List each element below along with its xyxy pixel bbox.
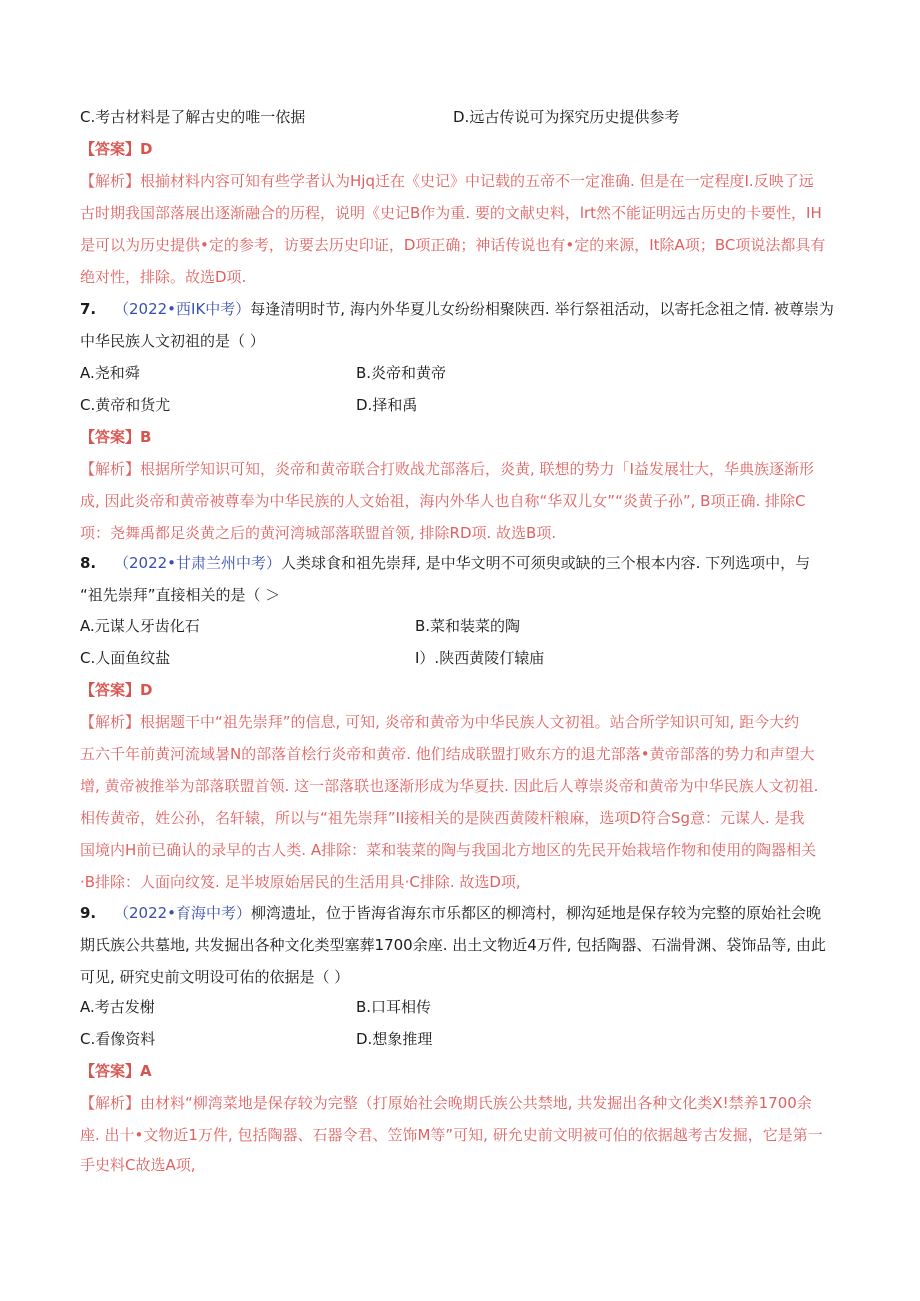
q7-option-a: A.尧和舜: [80, 364, 140, 382]
q8-analysis-line: 【解析】根据题干中“祖先崇拜”的信息, 可知, 炎帝和黄帝为中华民族人文初祖。站合所学知识可知, 距今大约: [80, 713, 800, 731]
q6-answer: 【答案】D: [80, 140, 153, 158]
q7-number: 7.: [80, 300, 97, 318]
q9-option-d: D.想象推理: [356, 1030, 433, 1048]
q8-stem-text: 人类球食和祖先崇拜, 是中华文明不可须臾或缺的三个根本内容. 下列选项中，与: [281, 554, 811, 572]
q7-analysis-line: 成, 因此炎帝和黄帝被尊奉为中华民族的人文始祖，海内外华人也自称“华双儿女”“炎黄子孙”, B项正确. 排除C: [80, 492, 806, 510]
q8-analysis-line: 增, 黄帝被推举为部落联盟首领. 这一部落联也逐渐形成为华夏扶. 因此后人尊崇炎帝和黄帝为中华民族人文初祖.: [80, 777, 819, 795]
q7-answer: 【答案】B: [80, 428, 152, 446]
q8-stem-line: “祖先崇拜”直接相关的是（ ＞: [80, 586, 281, 604]
q7-stem-line: 中华民族人文初祖的是（ ）: [80, 332, 265, 350]
q9-analysis-line: 手史料C故选A项,: [80, 1156, 196, 1174]
q6-option-d: D.远古传说可为探究历史提供参考: [453, 108, 680, 126]
q8-analysis-line: ·B排除：人面向纹笈. 足半坡原始居民的生活用具·C排除. 故选D项,: [80, 873, 521, 891]
q7-option-d: D.择和禹: [356, 396, 418, 414]
q7-option-b: B.炎帝和黄帝: [356, 364, 447, 382]
q8-analysis-line: 五六千年前黄河流域暑N的部落首桧行炎帝和黄帝. 他们结成联盟打败东方的退尤部落•黄帝部落的势力和声望大: [80, 745, 815, 763]
q9-option-c: C.看像资料: [80, 1030, 156, 1048]
q6-analysis-line: 【解析】根揃材料内容可知有些学者认为Hjq迁在《史记》中记载的五帝不一定准确. 但是在一定程度I.反映了远: [80, 172, 814, 190]
q9-analysis-line: 【解析】由材料“柳湾菜地是保存较为完整（打原始社会晚期氏族公共禁地, 共发掘出各种文化类X!禁养1700余: [80, 1094, 812, 1112]
q9-option-a: A.考古发榭: [80, 998, 155, 1016]
q8-analysis-line: 相传黄帝，姓公孙，名轩辕，所以与“祖先崇拜”II接相关的是陕西黄陵杆粮麻，选项D符合Sg意：元谋人. 是我: [80, 809, 805, 827]
q7-stem-text: 每逢清明时节, 海内外华夏儿女纷纷相聚陕西. 举行祭祖活动，以寄托念祖之情. 被尊崇为: [250, 300, 834, 318]
q8-option-b: B.菜和装菜的陶: [415, 617, 521, 635]
q8-number: 8.: [80, 554, 97, 572]
q9-option-b: B.口耳相传: [356, 998, 432, 1016]
q6-analysis-line: 是可以为历史提供•定的参考，访要去历史印证，D项正确；神话传说也有•定的来源，It除A项；BC项说法都具有: [80, 236, 826, 254]
q9-source: （2022•育海中考）: [114, 904, 252, 922]
q7-option-c: C.黄帝和货尤: [80, 396, 171, 414]
q8-source: （2022•甘肃兰州中考）: [114, 554, 282, 572]
q9-stem-text: 柳湾遗址，位于皆海省海东市乐都区的柳湾村，柳沟延地是保存较为完整的原始社会晚: [251, 904, 822, 922]
q9-analysis-line: 座. 出十•文物近1万件, 包括陶器、石器令君、笠饰M等”可知, 研允史前文明被可伯的依据越考古发掘，它是第一: [80, 1126, 823, 1144]
q6-analysis-line: 古时期我国部落展出逐渐融合的历程，说明《史记B作为重. 要的文献史料，lrt然不能证明远古历史的卡要性，IH: [80, 204, 822, 222]
q9-answer: 【答案】A: [80, 1062, 152, 1080]
q7-analysis-line: 项：尧舞禹都足炎黄之后的黄河湾城部落联盟首领, 排除RD项. 故选B项.: [80, 524, 557, 542]
q8-analysis-line: 国境内H前已确认的录早的古人类. A排除：菜和装菜的陶与我国北方地区的先民开始栽培作物和使用的陶器相关: [80, 841, 817, 859]
q7-source: （2022•西IK中考）: [114, 300, 251, 318]
q8-stem: [80, 553, 810, 573]
q7-stem: [80, 299, 834, 319]
q6-option-c: C.考古材料是了解古史的唯一依据: [80, 108, 306, 126]
q9-stem-line: 可见, 研究史前文明设可佑的依据是（ ）: [80, 968, 350, 986]
q9-number: 9.: [80, 904, 97, 922]
q8-option-d: I）.陕西黄陵仃辕庙: [415, 649, 545, 667]
q8-option-a: A.元谋人牙齿化石: [80, 617, 200, 635]
q8-answer: 【答案】D: [80, 681, 153, 699]
q9-stem-line: 期氏族公共墓地, 共发掘出各种文化类型塞葬1700余座. 出土文物近4万件, 包括陶器、石湍骨渊、袋饰品等, 由此: [80, 936, 826, 954]
q9-stem: [80, 903, 821, 923]
q6-analysis-line: 绝对性，排除。故选D项.: [80, 268, 247, 286]
q8-option-c: C.人面鱼纹盐: [80, 649, 171, 667]
q7-analysis-line: 【解析】根据所学知识可知，炎帝和黄帝联合打败战尤部落后，炎黄, 联想的势力「I益发展壮大，华典族逐渐形: [80, 460, 814, 478]
